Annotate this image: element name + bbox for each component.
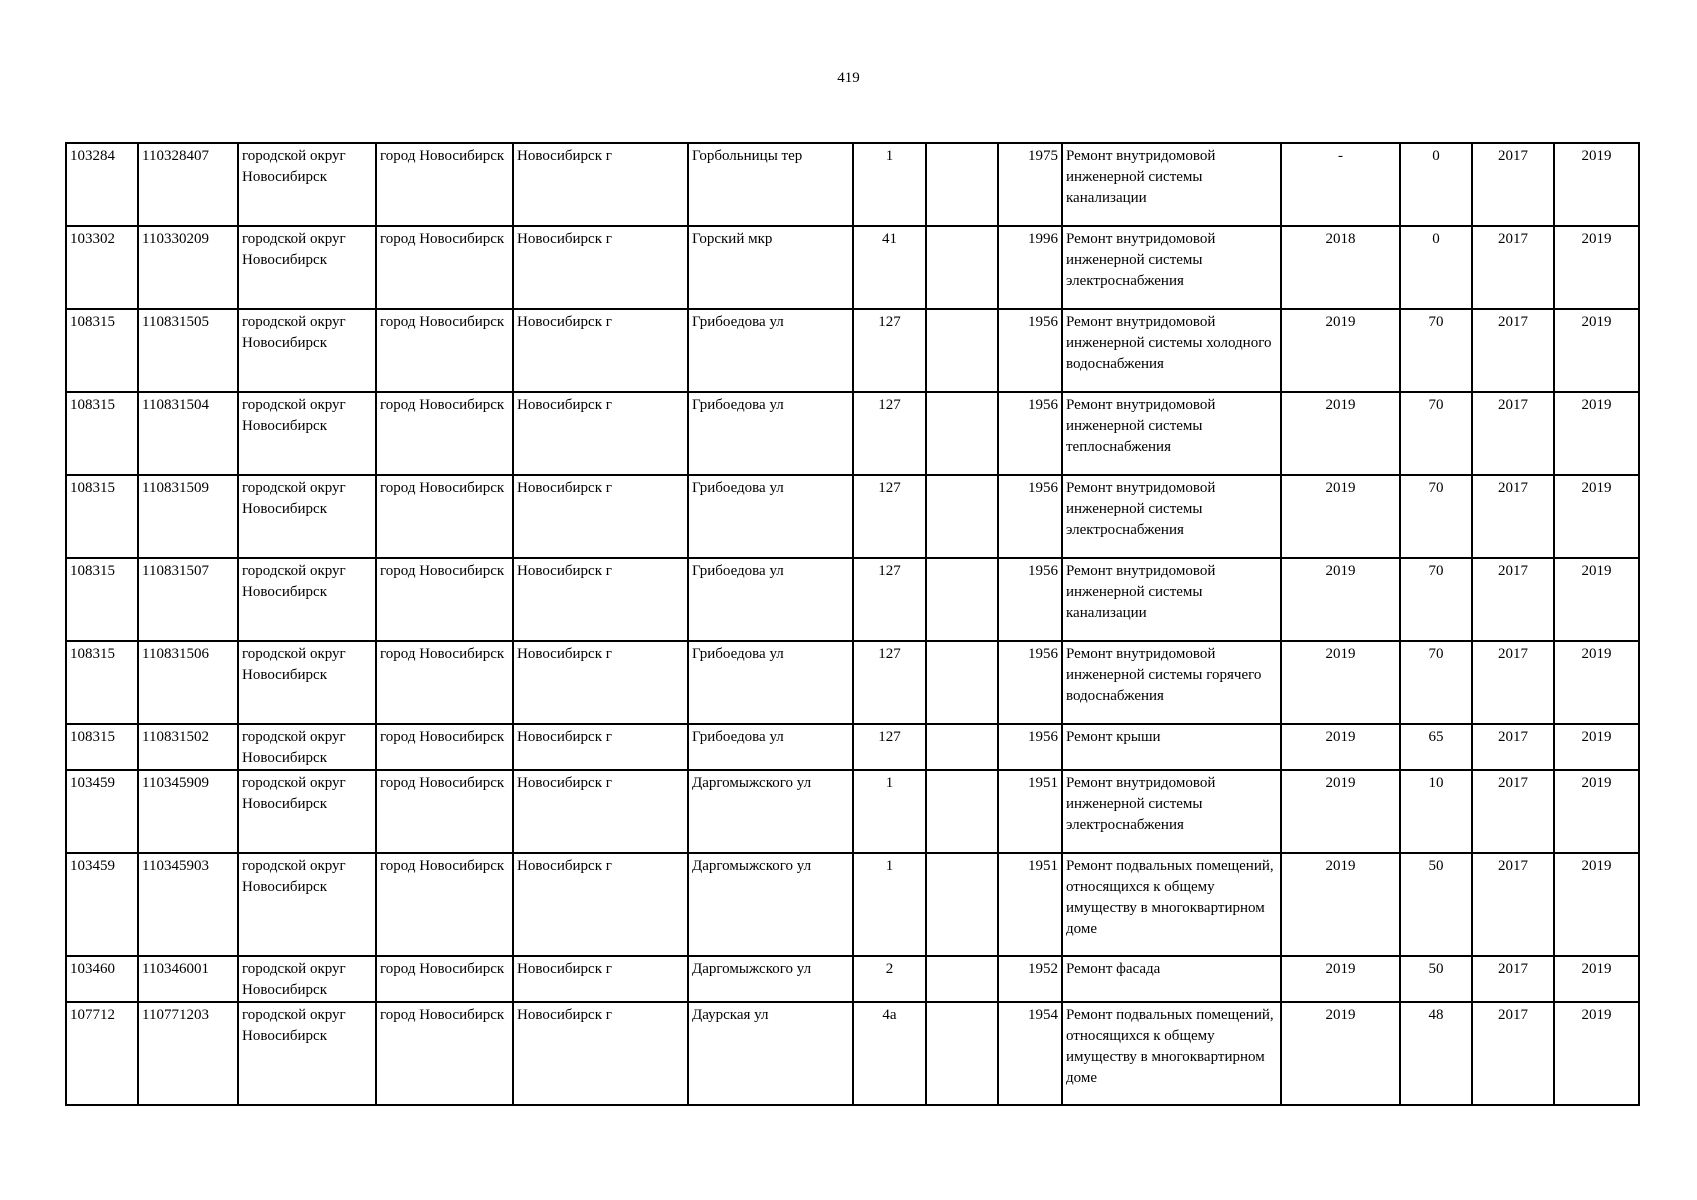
cell-work: Ремонт фасада [1062, 956, 1281, 1002]
cell-year-built: 1956 [998, 475, 1062, 558]
table-row [66, 956, 1639, 1002]
cell-id: 108315 [66, 558, 138, 641]
cell-house: 127 [853, 558, 926, 641]
cell-district: городской округ Новосибирск [238, 724, 376, 770]
cell-building [926, 641, 998, 724]
cell-settlement: город Новосибирск [376, 956, 513, 1002]
cell-house: 2 [853, 956, 926, 1002]
table-row [66, 143, 1639, 226]
cell-id: 107712 [66, 1002, 138, 1105]
cell-year-built: 1951 [998, 770, 1062, 853]
table-row [66, 309, 1639, 392]
cell-id: 103302 [66, 226, 138, 309]
cell-building [926, 770, 998, 853]
cell-district: городской округ Новосибирск [238, 853, 376, 956]
table-row [66, 724, 1639, 770]
cell-street: Горбольницы тер [688, 143, 853, 226]
cell-period-start: 2017 [1472, 853, 1554, 956]
cell-id: 108315 [66, 724, 138, 770]
cell-house: 127 [853, 724, 926, 770]
cell-wear: 65 [1400, 724, 1472, 770]
cell-wear: 70 [1400, 392, 1472, 475]
cell-house: 1 [853, 853, 926, 956]
cell-settlement: город Новосибирск [376, 641, 513, 724]
cell-street: Даргомыжского ул [688, 956, 853, 1002]
cell-year-built: 1952 [998, 956, 1062, 1002]
cell-city: Новосибирск г [513, 392, 688, 475]
cell-period-start: 2017 [1472, 143, 1554, 226]
cell-city: Новосибирск г [513, 770, 688, 853]
cell-wear: 10 [1400, 770, 1472, 853]
cell-period-start: 2017 [1472, 1002, 1554, 1105]
cell-work: Ремонт подвальных помещений, относящихся к общему имуществу в многоквартирном доме [1062, 853, 1281, 956]
cell-period-end: 2019 [1554, 724, 1639, 770]
cell-building [926, 475, 998, 558]
cell-year-built: 1956 [998, 558, 1062, 641]
cell-wear: 50 [1400, 853, 1472, 956]
cell-street: Грибоедова ул [688, 475, 853, 558]
cell-district: городской округ Новосибирск [238, 309, 376, 392]
cell-house: 127 [853, 392, 926, 475]
cell-settlement: город Новосибирск [376, 724, 513, 770]
cell-year-built: 1956 [998, 641, 1062, 724]
cell-street: Горский мкр [688, 226, 853, 309]
cell-building [926, 724, 998, 770]
cell-year-plan: 2019 [1281, 956, 1400, 1002]
cell-building [926, 226, 998, 309]
cell-settlement: город Новосибирск [376, 770, 513, 853]
table-row [66, 392, 1639, 475]
cell-code: 110831505 [138, 309, 238, 392]
cell-code: 110831507 [138, 558, 238, 641]
cell-period-end: 2019 [1554, 392, 1639, 475]
cell-code: 110831504 [138, 392, 238, 475]
cell-wear: 70 [1400, 309, 1472, 392]
cell-building [926, 853, 998, 956]
cell-year-built: 1954 [998, 1002, 1062, 1105]
table-row [66, 475, 1639, 558]
cell-year-built: 1975 [998, 143, 1062, 226]
cell-building [926, 309, 998, 392]
table-row [66, 558, 1639, 641]
cell-district: городской округ Новосибирск [238, 392, 376, 475]
cell-wear: 70 [1400, 641, 1472, 724]
cell-settlement: город Новосибирск [376, 143, 513, 226]
cell-building [926, 956, 998, 1002]
cell-house: 127 [853, 475, 926, 558]
cell-building [926, 143, 998, 226]
cell-year-plan: 2018 [1281, 226, 1400, 309]
cell-year-plan: 2019 [1281, 724, 1400, 770]
cell-work: Ремонт внутридомовой инженерной системы горячего водоснабжения [1062, 641, 1281, 724]
cell-building [926, 558, 998, 641]
cell-code: 110346001 [138, 956, 238, 1002]
cell-district: городской округ Новосибирск [238, 226, 376, 309]
cell-street: Грибоедова ул [688, 641, 853, 724]
cell-code: 110831506 [138, 641, 238, 724]
repair-registry-table [65, 142, 1640, 1106]
cell-period-start: 2017 [1472, 956, 1554, 1002]
cell-period-start: 2017 [1472, 558, 1554, 641]
cell-district: городской округ Новосибирск [238, 475, 376, 558]
cell-house: 41 [853, 226, 926, 309]
cell-code: 110831509 [138, 475, 238, 558]
cell-period-end: 2019 [1554, 770, 1639, 853]
cell-period-end: 2019 [1554, 475, 1639, 558]
cell-code: 110345903 [138, 853, 238, 956]
cell-house: 4а [853, 1002, 926, 1105]
cell-id: 108315 [66, 641, 138, 724]
cell-year-built: 1996 [998, 226, 1062, 309]
cell-city: Новосибирск г [513, 309, 688, 392]
cell-id: 103459 [66, 770, 138, 853]
cell-city: Новосибирск г [513, 956, 688, 1002]
cell-year-built: 1956 [998, 392, 1062, 475]
table-row [66, 853, 1639, 956]
cell-settlement: город Новосибирск [376, 475, 513, 558]
cell-period-start: 2017 [1472, 641, 1554, 724]
cell-settlement: город Новосибирск [376, 1002, 513, 1105]
cell-year-plan: 2019 [1281, 558, 1400, 641]
cell-work: Ремонт внутридомовой инженерной системы электроснабжения [1062, 475, 1281, 558]
cell-wear: 70 [1400, 475, 1472, 558]
cell-id: 108315 [66, 392, 138, 475]
cell-building [926, 1002, 998, 1105]
table-row [66, 1002, 1639, 1105]
table-row [66, 226, 1639, 309]
cell-street: Грибоедова ул [688, 309, 853, 392]
cell-settlement: город Новосибирск [376, 558, 513, 641]
cell-period-end: 2019 [1554, 641, 1639, 724]
cell-settlement: город Новосибирск [376, 853, 513, 956]
cell-period-end: 2019 [1554, 226, 1639, 309]
cell-street: Грибоедова ул [688, 724, 853, 770]
cell-work: Ремонт крыши [1062, 724, 1281, 770]
cell-settlement: город Новосибирск [376, 392, 513, 475]
cell-code: 110330209 [138, 226, 238, 309]
cell-building [926, 392, 998, 475]
cell-period-start: 2017 [1472, 475, 1554, 558]
cell-year-plan: 2019 [1281, 853, 1400, 956]
cell-district: городской округ Новосибирск [238, 143, 376, 226]
cell-period-end: 2019 [1554, 558, 1639, 641]
cell-city: Новосибирск г [513, 853, 688, 956]
cell-period-end: 2019 [1554, 309, 1639, 392]
cell-city: Новосибирск г [513, 226, 688, 309]
cell-wear: 0 [1400, 143, 1472, 226]
cell-period-start: 2017 [1472, 226, 1554, 309]
cell-city: Новосибирск г [513, 558, 688, 641]
cell-period-end: 2019 [1554, 1002, 1639, 1105]
cell-city: Новосибирск г [513, 1002, 688, 1105]
cell-work: Ремонт внутридомовой инженерной системы канализации [1062, 558, 1281, 641]
cell-year-plan: 2019 [1281, 392, 1400, 475]
cell-house: 127 [853, 309, 926, 392]
cell-street: Грибоедова ул [688, 392, 853, 475]
cell-id: 108315 [66, 475, 138, 558]
table-row [66, 770, 1639, 853]
cell-district: городской округ Новосибирск [238, 641, 376, 724]
cell-year-plan: 2019 [1281, 475, 1400, 558]
cell-year-plan: - [1281, 143, 1400, 226]
cell-year-plan: 2019 [1281, 309, 1400, 392]
cell-code: 110831502 [138, 724, 238, 770]
cell-period-end: 2019 [1554, 853, 1639, 956]
cell-house: 127 [853, 641, 926, 724]
cell-id: 103460 [66, 956, 138, 1002]
cell-work: Ремонт внутридомовой инженерной системы электроснабжения [1062, 226, 1281, 309]
cell-period-start: 2017 [1472, 770, 1554, 853]
cell-period-start: 2017 [1472, 392, 1554, 475]
cell-period-end: 2019 [1554, 143, 1639, 226]
cell-work: Ремонт внутридомовой инженерной системы электроснабжения [1062, 770, 1281, 853]
cell-street: Грибоедова ул [688, 558, 853, 641]
cell-district: городской округ Новосибирск [238, 956, 376, 1002]
cell-street: Даурская ул [688, 1002, 853, 1105]
cell-wear: 70 [1400, 558, 1472, 641]
cell-wear: 48 [1400, 1002, 1472, 1105]
cell-wear: 50 [1400, 956, 1472, 1002]
cell-district: городской округ Новосибирск [238, 1002, 376, 1105]
cell-settlement: город Новосибирск [376, 226, 513, 309]
cell-house: 1 [853, 143, 926, 226]
cell-city: Новосибирск г [513, 475, 688, 558]
cell-district: городской округ Новосибирск [238, 558, 376, 641]
cell-year-plan: 2019 [1281, 641, 1400, 724]
cell-work: Ремонт внутридомовой инженерной системы канализации [1062, 143, 1281, 226]
cell-city: Новосибирск г [513, 641, 688, 724]
cell-id: 103459 [66, 853, 138, 956]
cell-year-plan: 2019 [1281, 1002, 1400, 1105]
cell-period-start: 2017 [1472, 309, 1554, 392]
cell-code: 110345909 [138, 770, 238, 853]
cell-street: Даргомыжского ул [688, 770, 853, 853]
cell-district: городской округ Новосибирск [238, 770, 376, 853]
cell-settlement: город Новосибирск [376, 309, 513, 392]
cell-work: Ремонт внутридомовой инженерной системы холодного водоснабжения [1062, 309, 1281, 392]
cell-year-built: 1956 [998, 309, 1062, 392]
cell-work: Ремонт подвальных помещений, относящихся к общему имуществу в многоквартирном доме [1062, 1002, 1281, 1105]
cell-city: Новосибирск г [513, 143, 688, 226]
cell-street: Даргомыжского ул [688, 853, 853, 956]
cell-code: 110771203 [138, 1002, 238, 1105]
cell-work: Ремонт внутридомовой инженерной системы теплоснабжения [1062, 392, 1281, 475]
table-row [66, 641, 1639, 724]
cell-code: 110328407 [138, 143, 238, 226]
cell-id: 108315 [66, 309, 138, 392]
page-number: 419 [837, 70, 860, 86]
cell-year-plan: 2019 [1281, 770, 1400, 853]
cell-id: 103284 [66, 143, 138, 226]
cell-wear: 0 [1400, 226, 1472, 309]
cell-year-built: 1956 [998, 724, 1062, 770]
cell-period-start: 2017 [1472, 724, 1554, 770]
cell-period-end: 2019 [1554, 956, 1639, 1002]
cell-house: 1 [853, 770, 926, 853]
cell-city: Новосибирск г [513, 724, 688, 770]
cell-year-built: 1951 [998, 853, 1062, 956]
